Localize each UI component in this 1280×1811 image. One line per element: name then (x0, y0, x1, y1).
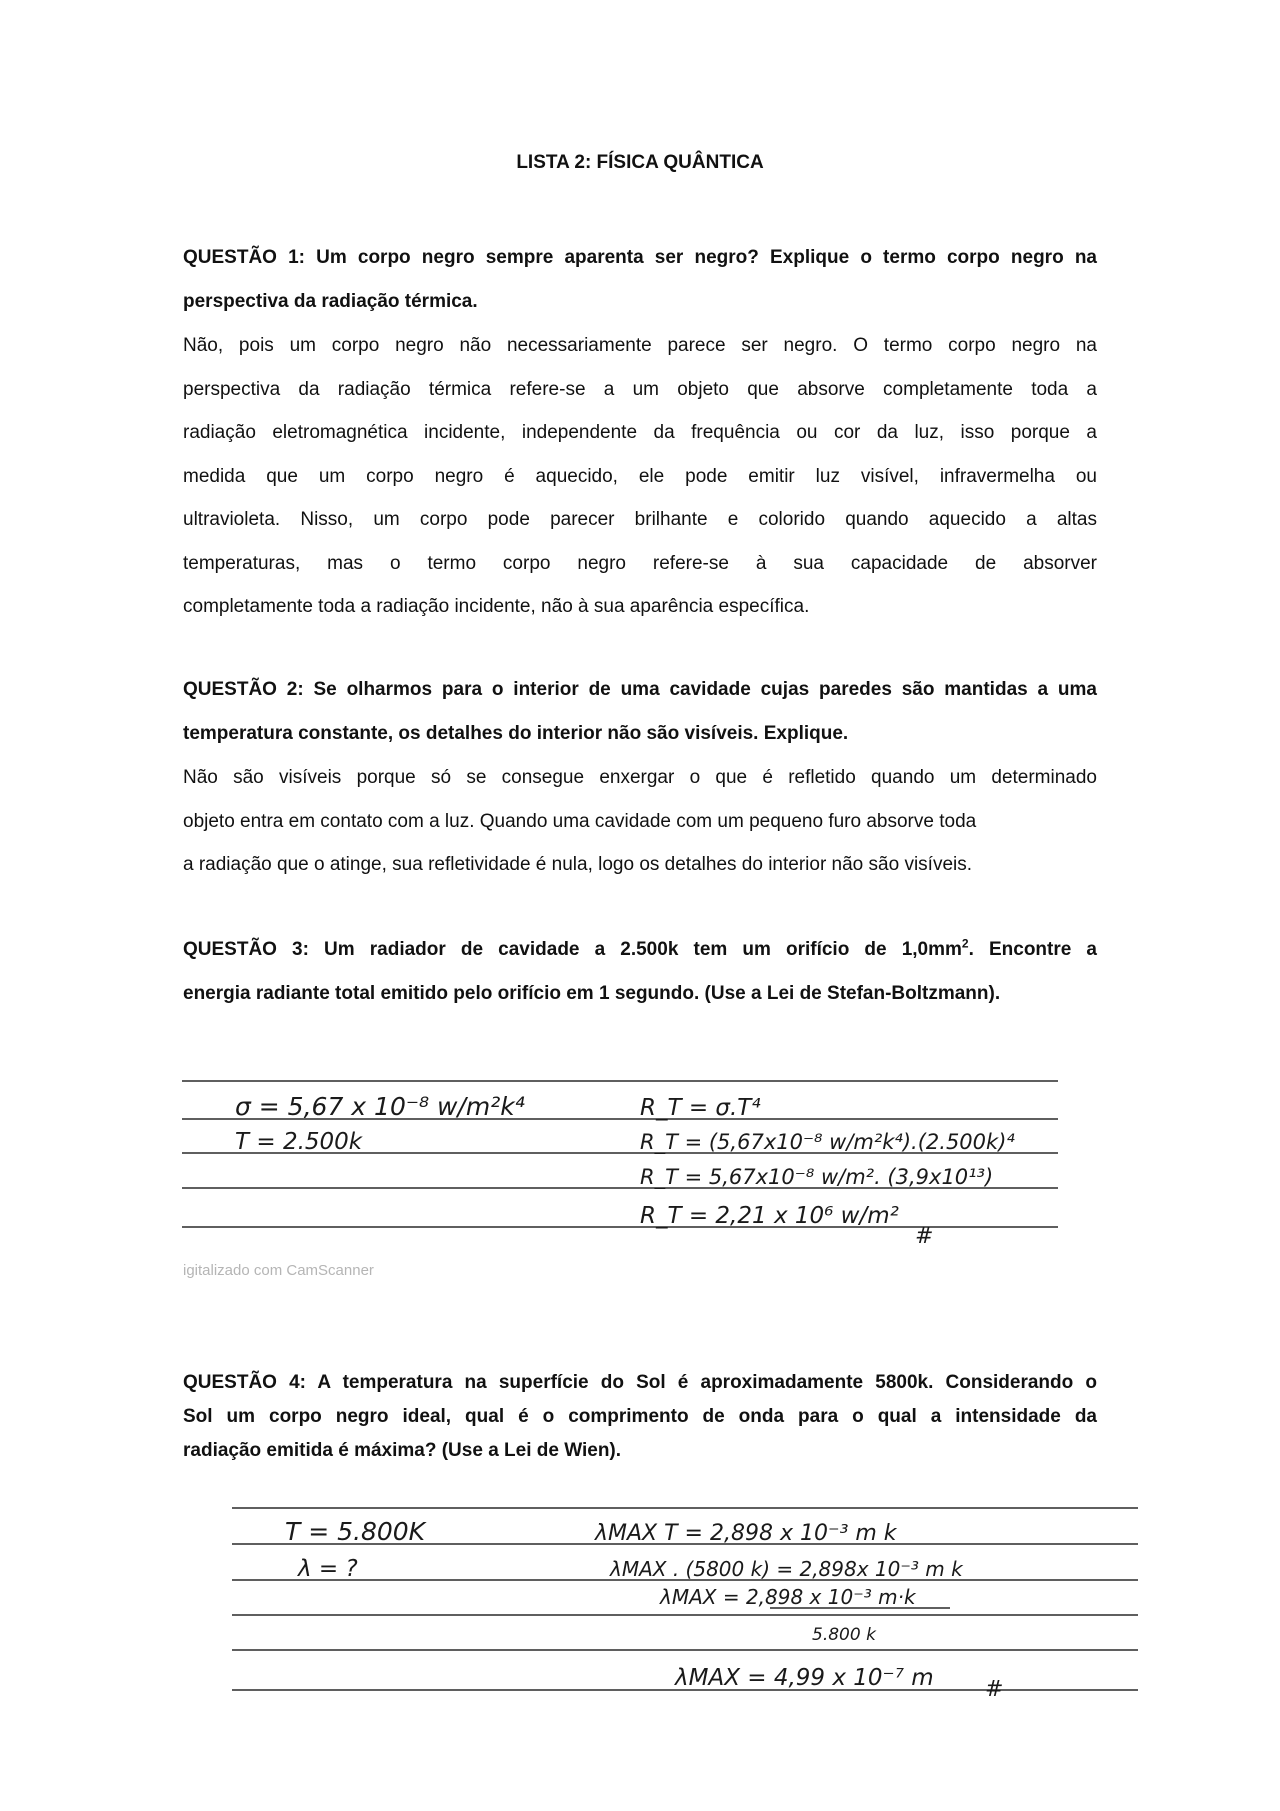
hw-end-mark: # (915, 1224, 934, 1249)
answer-line: a radiação que o atinge, sua refletividade é nula, logo os detalhes do interior não são visíveis. (183, 854, 973, 875)
question-2-title: QUESTÃO 2: Se olharmos para o interior de uma cavidade cujas paredes são mantidas a uma (183, 679, 1097, 700)
hw-division: λMAX = 2,898 x 10⁻³ m·k (660, 1585, 916, 1609)
answer-line: perspectiva da radiação térmica refere-se a um objeto que absorve completamente toda a (183, 378, 1097, 400)
hw-substitution: λMAX . (5800 k) = 2,898x 10⁻³ m k (610, 1557, 963, 1581)
question-2 (183, 668, 1097, 887)
question-3-title: QUESTÃO 3: Um radiador de cavidade a 2.500k tem um orifício de $1,0mm^2$. Encontre a (183, 936, 1097, 960)
answer-line: temperaturas, mas o termo corpo negro refere-se à sua capacidade de absorver (183, 552, 1097, 574)
question-3 (183, 928, 1097, 1016)
answer-line: Não, pois um corpo negro não necessariamente parece ser negro. O termo corpo negro na (183, 335, 1097, 356)
question-1 (183, 236, 1097, 629)
page-title: LISTA 2: FÍSICA QUÂNTICA (516, 152, 764, 173)
scan-watermark: igitalizado com CamScanner (183, 1262, 374, 1279)
hw-substitution: R_T = (5,67x10⁻⁸ w/m²k⁴).(2.500k)⁴ (640, 1130, 1015, 1154)
hw-lambda-unknown: λ = ? (298, 1556, 358, 1582)
question-4 (183, 1366, 1097, 1468)
answer-line: radiação eletromagnética incidente, independente da frequência ou cor da luz, isso porque a (183, 422, 1097, 443)
question-1-title: QUESTÃO 1: Um corpo negro sempre aparenta ser negro? Explique o termo corpo negro na (183, 247, 1097, 268)
answer-line: ultravioleta. Nisso, um corpo pode parecer brilhante e colorido quando aquecido a altas (183, 509, 1097, 530)
question-4-title-cont: Sol um corpo negro ideal, qual é o comprimento de onda para o qual a intensidade da (183, 1406, 1097, 1427)
answer-line: objeto entra em contato com a luz. Quando uma cavidade com um pequeno furo absorve toda (183, 810, 977, 832)
question-1-title-cont: perspectiva da radiação térmica. (183, 291, 478, 312)
answer-line: medida que um corpo negro é aquecido, ele pode emitir luz visível, infravermelha ou (183, 465, 1097, 487)
hw-formula: R_T = σ.T⁴ (640, 1095, 761, 1121)
hw-temperature: T = 2.500k (235, 1129, 363, 1155)
hw-result: λMAX = 4,99 x 10⁻⁷ m (675, 1665, 934, 1691)
hw-denominator: 5.800 k (812, 1625, 876, 1645)
question-4-title-cont2: radiação emitida é máxima? (Use a Lei de Wien). (183, 1440, 622, 1461)
question-3-title-cont: energia radiante total emitido pelo orifício em 1 segundo. (Use a Lei de Stefan-Boltzmann). (183, 983, 1001, 1004)
hw-step: R_T = 5,67x10⁻⁸ w/m². (3,9x10¹³) (640, 1165, 994, 1189)
answer-line: completamente toda a radiação incidente, não à sua aparência específica. (183, 596, 810, 617)
hw-end-mark: # (985, 1677, 1004, 1702)
question-2-title-cont: temperatura constante, os detalhes do interior não são visíveis. Explique. (183, 723, 849, 744)
hw-sigma: σ = 5,67 x 10⁻⁸ w/m²k⁴ (235, 1092, 525, 1121)
answer-line: Não são visíveis porque só se consegue enxergar o que é refletido quando um determinado (183, 767, 1097, 788)
question-4-title: QUESTÃO 4: A temperatura na superfície do Sol é aproximadamente 5800k. Considerando o (183, 1372, 1097, 1393)
handwritten-sheet-q4 (230, 1500, 1140, 1715)
hw-result: R_T = 2,21 x 10⁶ w/m² (640, 1203, 899, 1229)
hw-temperature: T = 5.800K (285, 1517, 426, 1546)
handwritten-sheet-q3 (180, 1075, 1060, 1250)
hw-wien-law: λMAX T = 2,898 x 10⁻³ m k (595, 1521, 897, 1546)
